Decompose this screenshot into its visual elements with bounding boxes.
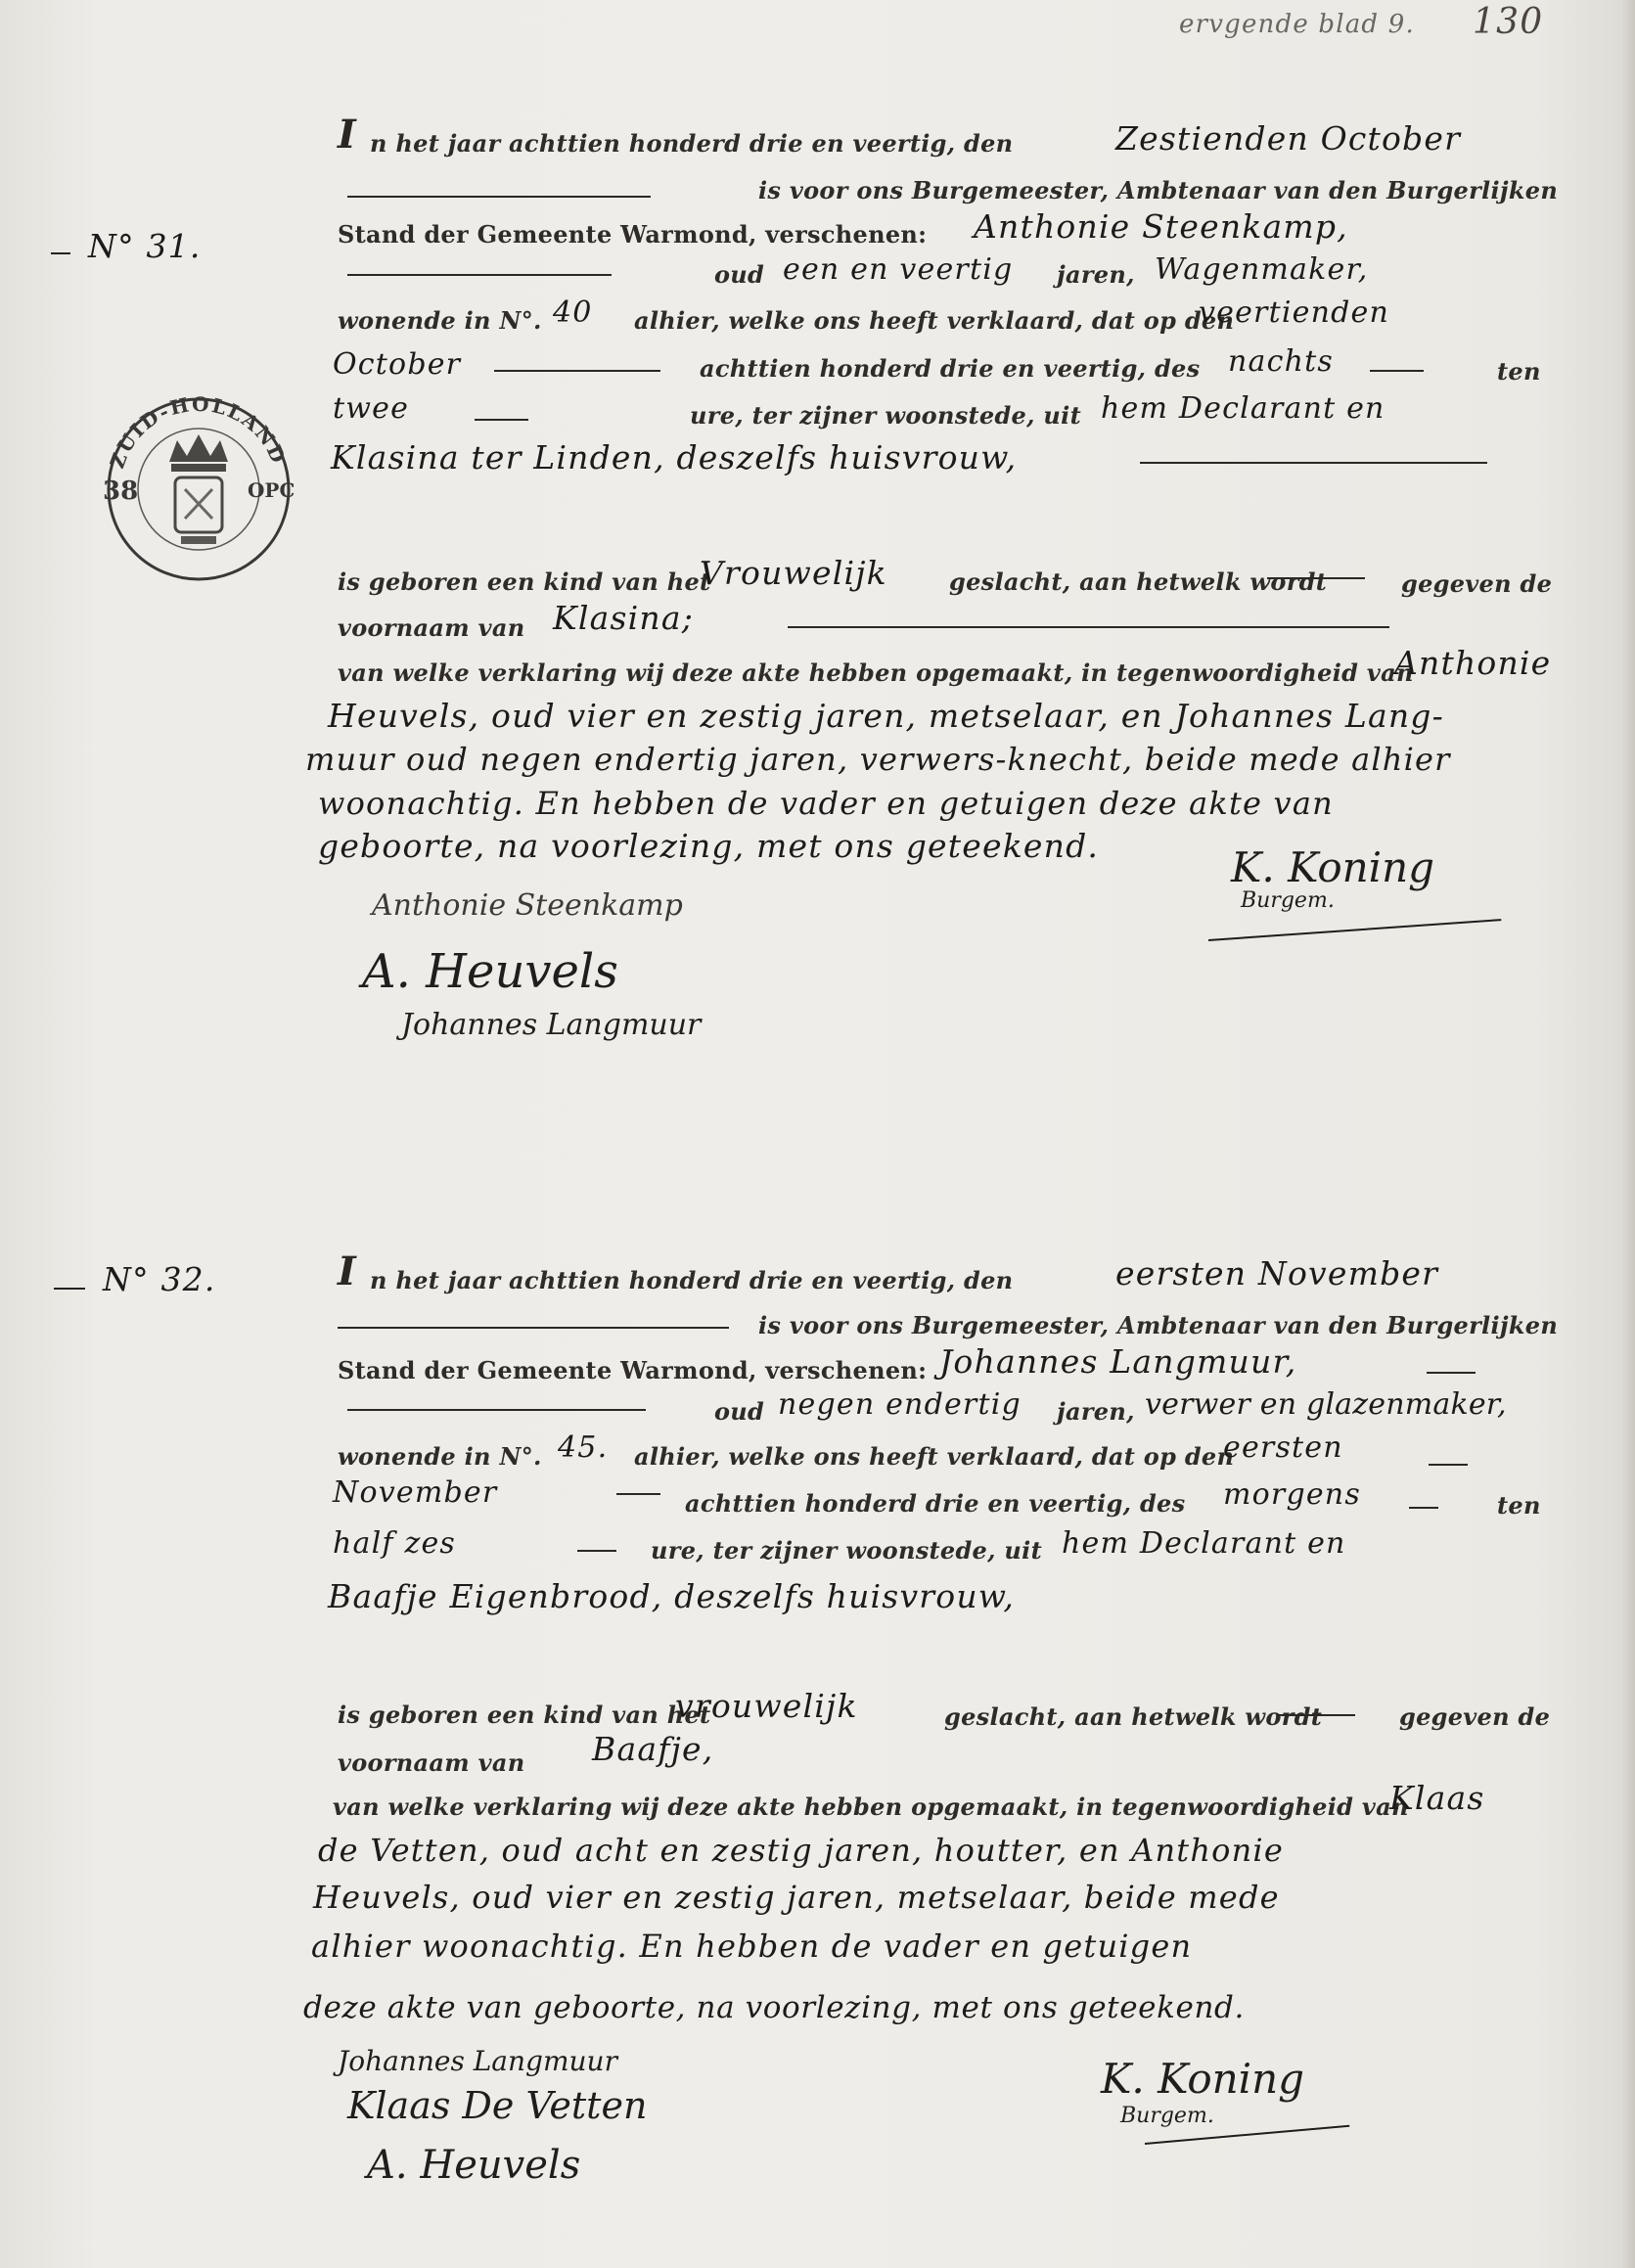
crown-emblem-icon [169, 434, 228, 544]
handwritten-line-3: alhier woonachtig. En hebben de vader en getuigen [311, 1928, 1193, 1965]
printed-line-2: is voor ons Burgemeester, Ambtenaar van den Burgerlijken [758, 176, 1559, 204]
drop-cap: I [338, 112, 356, 158]
handwritten-witness-start: Anthonie [1394, 644, 1552, 682]
handwritten-mother: Baafje Eigenbrood, deszelfs huisvrouw, [328, 1577, 1016, 1615]
printed-line-7: ure, ter zijner woonstede, uit [651, 1536, 1042, 1565]
handwritten-house-number: 40 [553, 295, 593, 330]
mayor-signature: K. Koning [1231, 843, 1435, 891]
signature-father: Johannes Langmuur [338, 2045, 617, 2077]
handwritten-given-name: Baafje, [592, 1730, 714, 1768]
handwritten-line-2: Heuvels, oud vier en zestig jaren, metselaar, beide mede [313, 1879, 1280, 1916]
printed-line-1: n het jaar achttien honderd drie en veertig, den [370, 129, 1014, 158]
printed-line-11: van welke verklaring wij deze akte hebben opgemaakt, in tegenwoordigheid van [333, 1792, 1409, 1821]
printed-gegeven-de: gegeven de [1399, 1702, 1551, 1731]
handwritten-witness-start: Klaas [1389, 1779, 1485, 1817]
page-edge [1621, 0, 1635, 2268]
signature-witness-1: A. Heuvels [362, 944, 618, 999]
handwritten-given-name: Klasina; [553, 599, 695, 637]
official-stamp [91, 391, 306, 587]
certificate-number: N° 31. [88, 227, 202, 265]
handwritten-sex: Vrouwelijk [700, 554, 887, 592]
margin-dash [54, 1288, 85, 1290]
printed-wonende: wonende in N°. [338, 306, 542, 335]
stamp-left-number: 38 [103, 476, 139, 506]
signature-witness-2: Johannes Langmuur [401, 1008, 702, 1042]
header-note: ervgende blad 9. [1179, 10, 1415, 39]
mayor-signature-line [1208, 919, 1501, 941]
printed-wonende: wonende in N°. [338, 1442, 542, 1471]
handwritten-month: October [333, 347, 462, 382]
handwritten-line-3: woonachtig. En hebben de vader en getuigen deze akte van [318, 785, 1334, 822]
handwritten-line-1: de Vetten, oud acht en zestig jaren, houtter, en Anthonie [318, 1832, 1284, 1869]
printed-oud: oud [714, 260, 765, 289]
handwritten-line-1: Heuvels, oud vier en zestig jaren, metselaar, en Johannes Lang- [328, 697, 1444, 735]
handwritten-date: eersten November [1115, 1254, 1439, 1293]
handwritten-time-of-day: nachts [1228, 344, 1334, 379]
handwritten-hour: twee [333, 391, 410, 426]
handwritten-declarant: Anthonie Steenkamp, [974, 207, 1348, 246]
printed-voornaam: voornaam van [338, 613, 525, 642]
handwritten-mother: Klasina ter Linden, deszelfs huisvrouw, [331, 438, 1018, 476]
handwritten-occupation: Wagenmaker, [1155, 252, 1369, 287]
printed-line-11: van welke verklaring wij deze akte hebben opgemaakt, in tegenwoordigheid van [338, 658, 1414, 687]
handwritten-age: negen endertig [778, 1387, 1022, 1422]
printed-line-6: achttien honderd drie en veertig, des [685, 1489, 1186, 1518]
signature-witness-2: A. Heuvels [367, 2143, 581, 2188]
stamp-right-text: OPC [248, 478, 295, 502]
printed-ten: ten [1497, 1491, 1541, 1520]
handwritten-line-4: deze akte van geboorte, na voorlezing, met ons geteekend. [303, 1990, 1245, 2025]
signature-father: Anthonie Steenkamp [372, 888, 683, 923]
handwritten-declarant: Johannes Langmuur, [939, 1342, 1297, 1381]
handwritten-line-2: muur oud negen endertig jaren, verwers-knecht, beide mede alhier [305, 741, 1451, 778]
mayor-signature: K. Koning [1101, 2055, 1305, 2103]
printed-line-5: alhier, welke ons heeft verklaard, dat op den [634, 1442, 1235, 1471]
handwritten-time-of-day: morgens [1223, 1477, 1361, 1512]
printed-jaren: jaren, [1057, 260, 1135, 289]
certificate-number: N° 32. [103, 1260, 216, 1298]
printed-line-5: alhier, welke ons heeft verklaard, dat op den [634, 306, 1235, 335]
mayor-title: Burgem. [1120, 2104, 1214, 2128]
margin-dash [51, 252, 70, 254]
handwritten-day: veertienden [1199, 295, 1390, 330]
printed-jaren: jaren, [1057, 1397, 1135, 1426]
handwritten-declarant-ref: hem Declarant en [1101, 391, 1385, 426]
signature-witness-1: Klaas De Vetten [347, 2084, 648, 2127]
printed-line-9b: geslacht, aan hetwelk wordt [949, 567, 1328, 596]
printed-line-9b: geslacht, aan hetwelk wordt [944, 1702, 1323, 1731]
handwritten-occupation: verwer en glazenmaker, [1145, 1387, 1507, 1422]
printed-ten: ten [1497, 357, 1541, 386]
handwritten-sex: vrouwelijk [675, 1687, 858, 1725]
handwritten-declarant-ref: hem Declarant en [1062, 1526, 1346, 1561]
printed-gegeven-de: gegeven de [1401, 569, 1553, 598]
printed-line-9: is geboren een kind van het [338, 1701, 711, 1729]
printed-voornaam: voornaam van [338, 1748, 525, 1777]
printed-line-6: achttien honderd drie en veertig, des [700, 354, 1201, 383]
folio-number: 130 [1473, 2, 1544, 42]
printed-oud: oud [714, 1397, 765, 1426]
handwritten-hour: half zes [333, 1526, 456, 1561]
handwritten-day: eersten [1223, 1430, 1343, 1465]
printed-line-1: n het jaar achttien honderd drie en veertig, den [370, 1266, 1014, 1294]
printed-line-9: is geboren een kind van het [338, 567, 711, 596]
handwritten-house-number: 45. [558, 1430, 609, 1465]
printed-line-3: Stand der Gemeente Warmond, verschenen: [338, 1356, 928, 1384]
handwritten-month: November [333, 1475, 498, 1510]
printed-line-2: is voor ons Burgemeester, Ambtenaar van den Burgerlijken [758, 1311, 1559, 1339]
mayor-title: Burgem. [1241, 888, 1335, 913]
stamp-top-text: ZUID-HOLLAND [105, 391, 292, 472]
handwritten-age: een en veertig [783, 252, 1014, 287]
handwritten-line-4: geboorte, na voorlezing, met ons geteekend. [318, 827, 1100, 865]
handwritten-date: Zestienden October [1115, 119, 1462, 158]
printed-line-3: Stand der Gemeente Warmond, verschenen: [338, 220, 928, 249]
printed-line-7: ure, ter zijner woonstede, uit [690, 401, 1081, 430]
drop-cap: I [338, 1248, 356, 1294]
